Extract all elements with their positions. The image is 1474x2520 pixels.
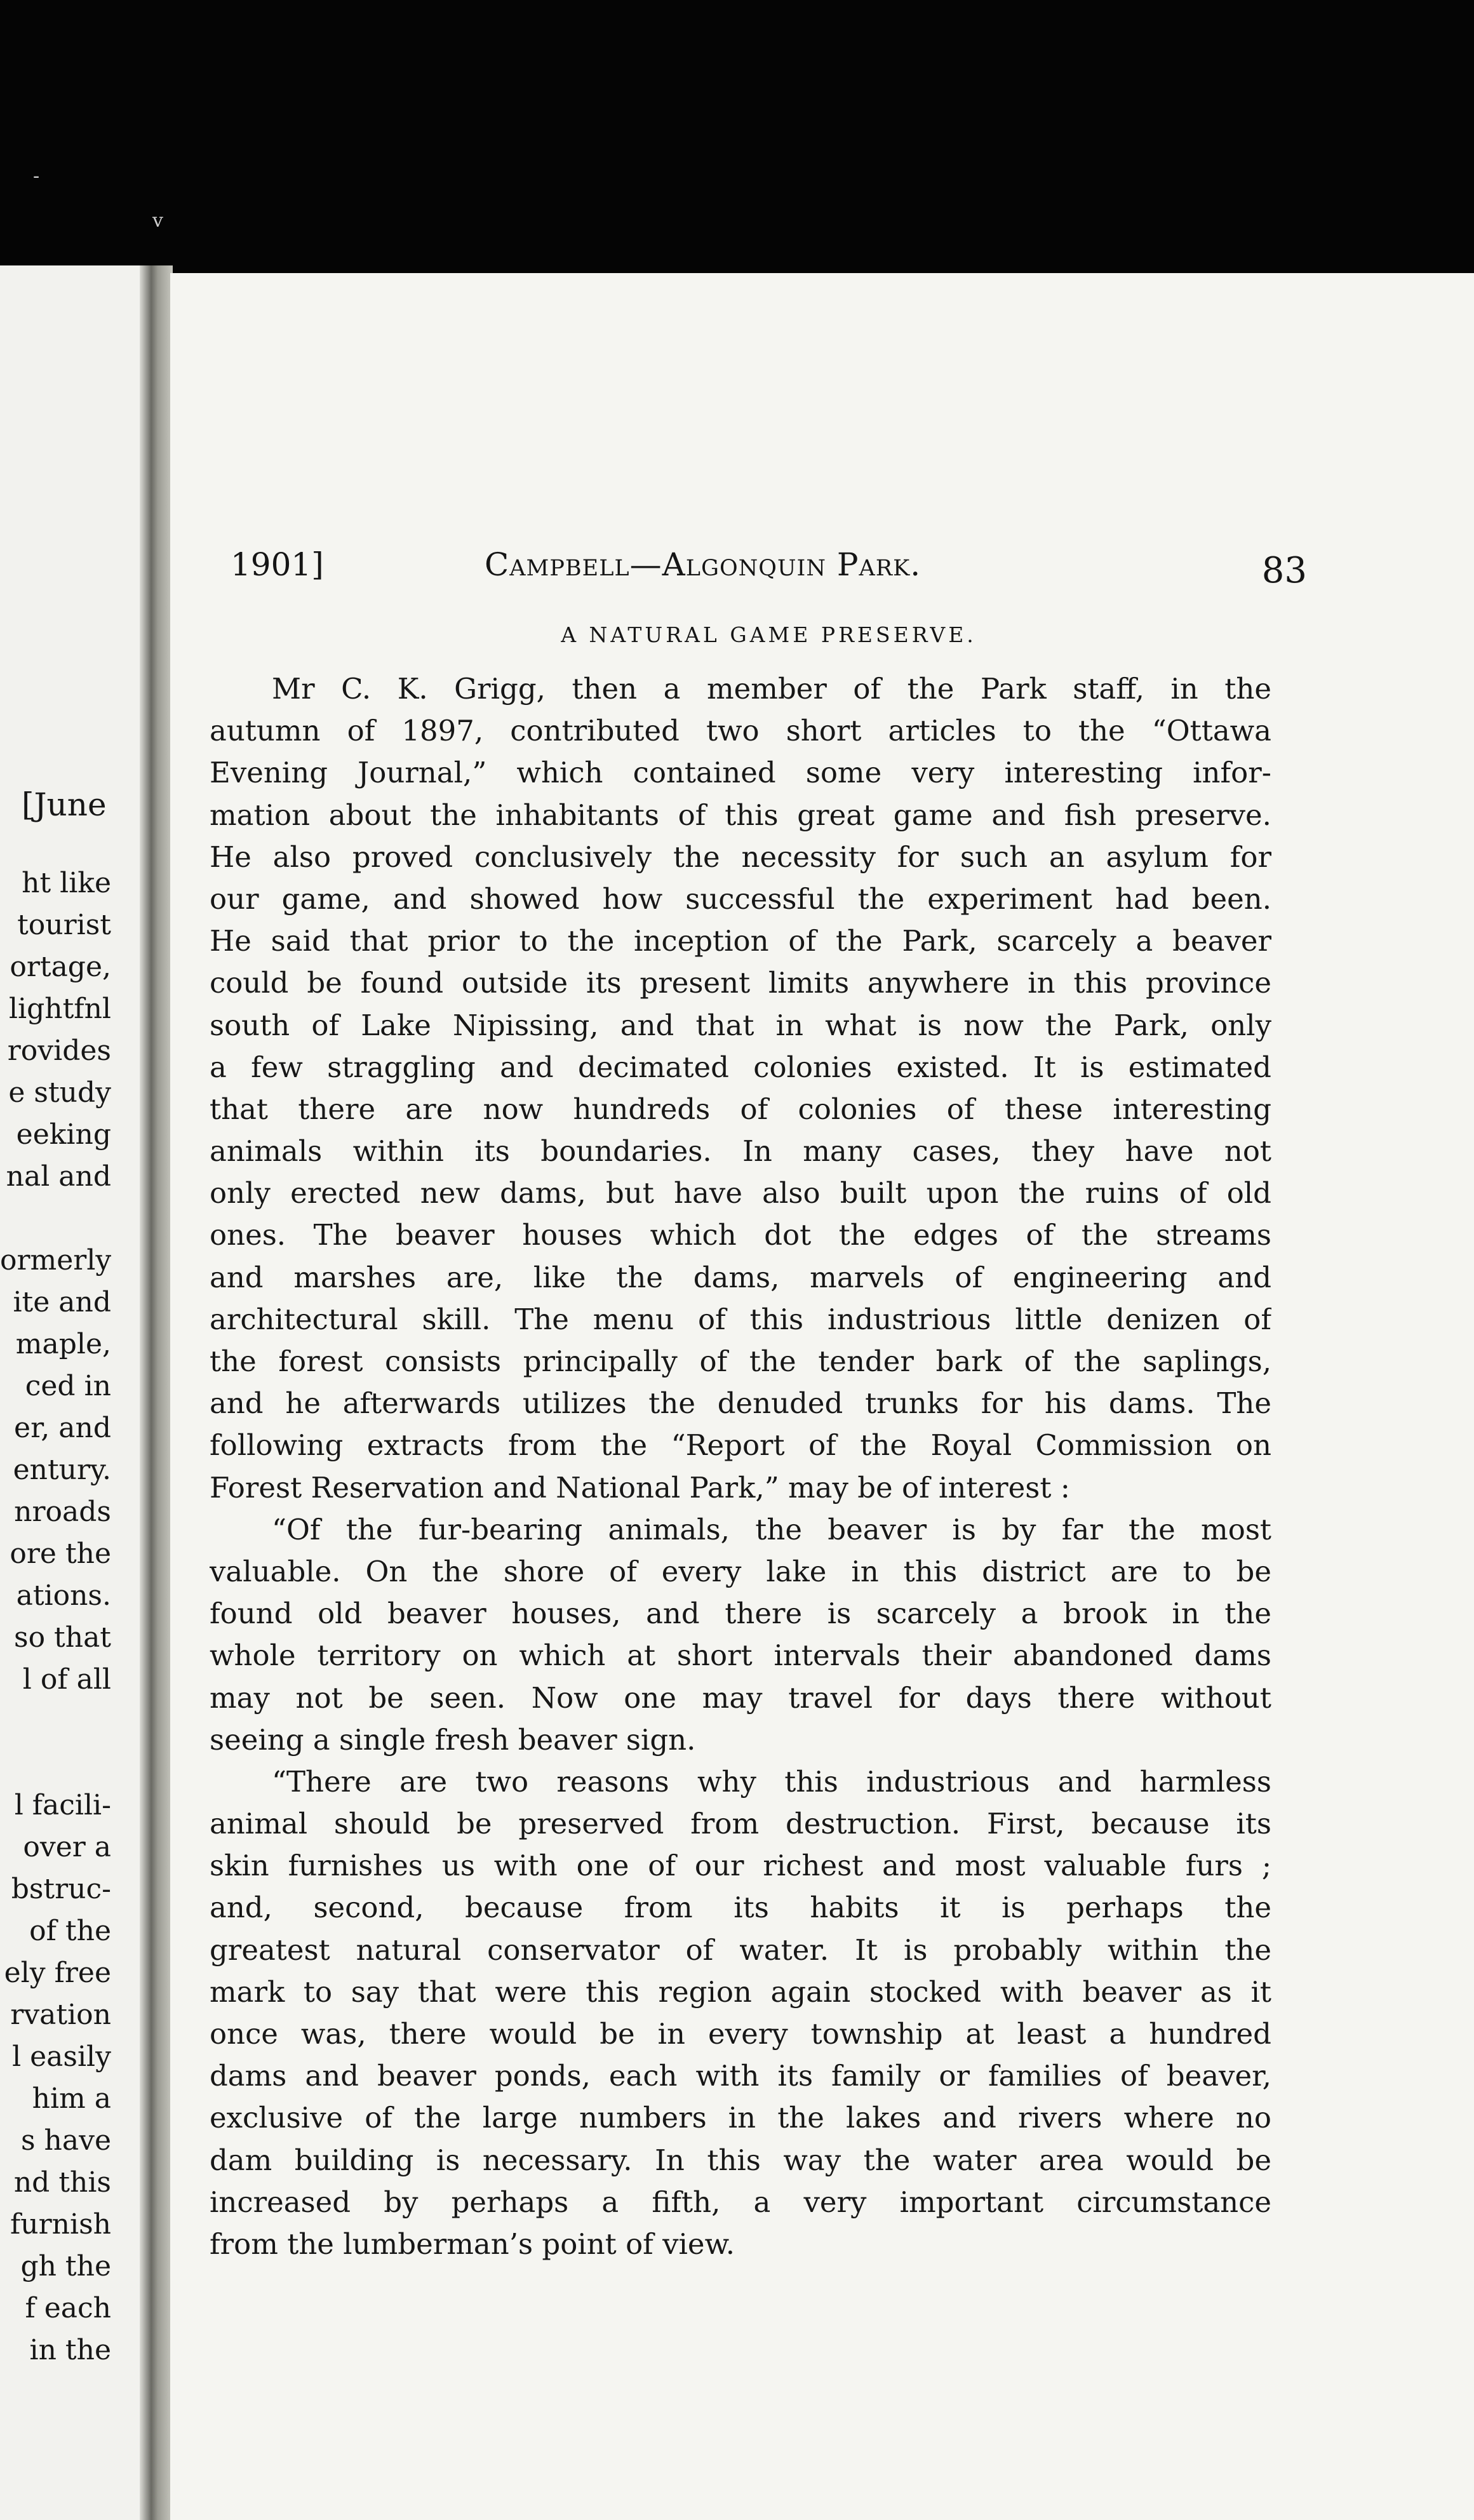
previous-page-line: furnish bbox=[10, 2208, 111, 2241]
previous-page-line: gh the bbox=[20, 2250, 111, 2282]
running-head-title: Campbell—Algonquin Park. bbox=[485, 546, 921, 583]
previous-page-text bbox=[0, 862, 111, 2371]
text-line: Evening Journal,” which contained some very interesting infor- bbox=[210, 756, 1271, 790]
text-line: valuable. On the shore of every lake in this district are to be bbox=[210, 1554, 1271, 1588]
previous-page-line: l facili- bbox=[14, 1789, 111, 1821]
text-line: animals within its boundaries. In many cases, they have not bbox=[210, 1134, 1271, 1169]
previous-page-line: nd this bbox=[13, 2166, 111, 2199]
text-line: exclusive of the large numbers in the lakes and rivers where no bbox=[210, 2101, 1271, 2135]
text-line: dam building is necessary. In this way the water area would be bbox=[210, 2143, 1271, 2177]
text-line: “Of the fur-bearing animals, the beaver is by far the most bbox=[272, 1512, 1271, 1546]
page-number: 83 bbox=[1261, 550, 1307, 591]
previous-page-line: f each bbox=[25, 2292, 111, 2324]
previous-page-line: ite and bbox=[13, 1286, 111, 1318]
previous-page-line: rovides bbox=[7, 1035, 111, 1067]
text-line: could be found outside its present limits anywhere in this province bbox=[210, 966, 1271, 1000]
previous-page-line: nal and bbox=[6, 1160, 111, 1193]
text-line: autumn of 1897, contributed two short articles to the “Ottawa bbox=[210, 714, 1271, 748]
text-line: that there are now hundreds of colonies of these interesting bbox=[210, 1092, 1271, 1126]
text-line: animal should be preserved from destruction. First, because its bbox=[210, 1807, 1271, 1841]
previous-page-line: over a bbox=[23, 1831, 111, 1863]
previous-page-line: entury. bbox=[13, 1454, 111, 1486]
text-line: from the lumberman’s point of view. bbox=[210, 2227, 735, 2261]
previous-page-line: lightfnl bbox=[8, 993, 111, 1025]
previous-page-line: maple, bbox=[15, 1328, 111, 1360]
section-title: A NATURAL GAME PRESERVE. bbox=[561, 622, 977, 647]
previous-page-line bbox=[0, 1198, 111, 1240]
text-line: south of Lake Nipissing, and that in what is now the Park, only bbox=[210, 1008, 1271, 1042]
text-line: increased by perhaps a fifth, a very important circumstance bbox=[210, 2185, 1271, 2219]
previous-page-line: in the bbox=[29, 2334, 111, 2366]
previous-page-running-head: [June bbox=[22, 786, 107, 823]
previous-page-line: ations. bbox=[16, 1579, 111, 1612]
previous-page-line: bstruc- bbox=[11, 1873, 111, 1905]
previous-page-line: l easily bbox=[12, 2041, 111, 2073]
text-line: skin furnishes us with one of our richest and most valuable furs ; bbox=[210, 1849, 1271, 1883]
text-line: greatest natural conservator of water. It is probably within the bbox=[210, 1933, 1271, 1967]
previous-page-line bbox=[0, 1701, 111, 1743]
previous-page-line: e study bbox=[8, 1076, 111, 1109]
text-line: our game, and showed how successful the experiment had been. bbox=[210, 881, 1271, 916]
text-line: a few straggling and decimated colonies existed. It is estimated bbox=[210, 1050, 1271, 1084]
running-head-year: 1901] bbox=[231, 546, 324, 583]
text-line: and marshes are, like the dams, marvels of engineering and bbox=[210, 1260, 1271, 1294]
text-line: whole territory on which at short intervals their abandoned dams bbox=[210, 1639, 1271, 1673]
text-line: found old beaver houses, and there is scarcely a brook in the bbox=[210, 1597, 1271, 1631]
previous-page-line: nroads bbox=[14, 1496, 111, 1528]
previous-page-line: so that bbox=[14, 1621, 111, 1654]
previous-page-line: tourist bbox=[17, 909, 111, 941]
text-line: the forest consists principally of the tender bark of the saplings, bbox=[210, 1344, 1271, 1378]
text-line: architectural skill. The menu of this industrious little denizen of bbox=[210, 1302, 1271, 1336]
text-line: and, second, because from its habits it is perhaps the bbox=[210, 1891, 1271, 1925]
previous-page-line: ced in bbox=[25, 1370, 111, 1402]
text-line: once was, there would be in every township at least a hundred bbox=[210, 2017, 1271, 2051]
text-line: mation about the inhabitants of this great game and fish preserve. bbox=[210, 798, 1271, 832]
previous-page-line: ormerly bbox=[0, 1244, 111, 1277]
text-line: only erected new dams, but have also built upon the ruins of old bbox=[210, 1176, 1271, 1210]
text-line: He said that prior to the inception of the Park, scarcely a beaver bbox=[210, 924, 1271, 958]
previous-page-line: him a bbox=[32, 2082, 111, 2115]
text-line: dams and beaver ponds, each with its family or families of beaver, bbox=[210, 2059, 1271, 2093]
previous-page-line bbox=[0, 1743, 111, 1785]
previous-page-line: ely free bbox=[4, 1957, 111, 1989]
text-line: Mr C. K. Grigg, then a member of the Park staff, in the bbox=[272, 672, 1271, 706]
margin-mark: v bbox=[152, 210, 163, 232]
page bbox=[170, 273, 1474, 2520]
running-head bbox=[231, 533, 1307, 597]
previous-page-line: s have bbox=[20, 2124, 111, 2157]
book-gutter bbox=[140, 265, 173, 2520]
text-line: may not be seen. Now one may travel for days there without bbox=[210, 1680, 1271, 1715]
text-line: mark to say that were this region again stocked with beaver as it bbox=[210, 1974, 1271, 2009]
previous-page-line: l of all bbox=[22, 1663, 111, 1696]
text-line: seeing a single fresh beaver sign. bbox=[210, 1722, 696, 1757]
previous-page-line: ht like bbox=[22, 867, 111, 899]
previous-page-line: rvation bbox=[10, 1999, 111, 2031]
previous-page-line: ortage, bbox=[10, 951, 111, 983]
text-line: Forest Reservation and National Park,” may be of interest : bbox=[210, 1470, 1070, 1505]
text-line: and he afterwards utilizes the denuded trunks for his dams. The bbox=[210, 1386, 1271, 1421]
body-text bbox=[210, 668, 1271, 2265]
text-line: He also proved conclusively the necessity for such an asylum for bbox=[210, 840, 1271, 874]
text-line: “There are two reasons why this industrious and harmless bbox=[272, 1764, 1271, 1799]
text-line: following extracts from the “Report of the Royal Commission on bbox=[210, 1428, 1271, 1463]
previous-page-line: ore the bbox=[10, 1538, 111, 1570]
previous-page-line: eeking bbox=[16, 1118, 111, 1151]
text-line: ones. The beaver houses which dot the edges of the streams bbox=[210, 1218, 1271, 1252]
previous-page-line: of the bbox=[29, 1915, 111, 1947]
previous-page-line: er, and bbox=[14, 1412, 111, 1444]
margin-mark: - bbox=[33, 165, 40, 187]
